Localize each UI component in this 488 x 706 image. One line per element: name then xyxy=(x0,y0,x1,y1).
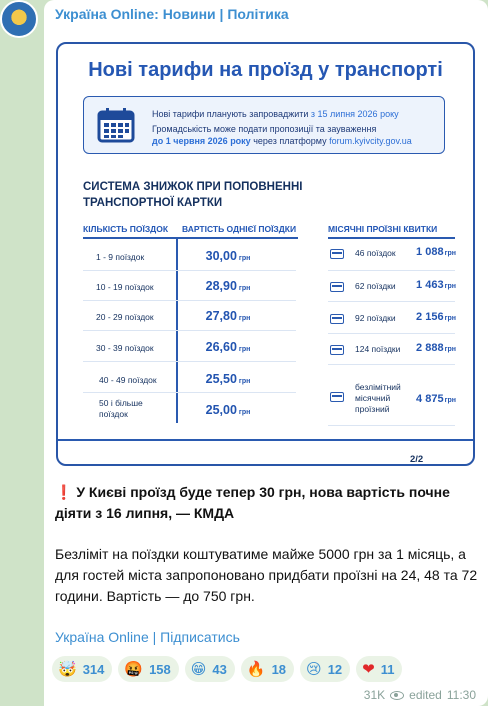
heart-icon: ❤ xyxy=(362,660,375,678)
monthly-trips: 62 поїздки xyxy=(355,281,396,291)
trips-cell: 50 і більше поїздок xyxy=(99,398,143,419)
message-time: 11:30 xyxy=(446,688,476,702)
monthly-price: 1 463грн xyxy=(416,279,456,291)
monthly-trips: 92 поїздки xyxy=(355,313,396,323)
post-body: Безліміт на поїздки коштуватиме майже 5000 грн за 1 місяць, а для гостей міста запропоновано придбати проїзні на 24, 48 та 72 години. Вартість — до 750 грн. xyxy=(55,546,478,604)
card-icon xyxy=(330,392,344,402)
infographic-image[interactable] xyxy=(56,42,475,466)
reaction-button[interactable]: 🤯 314 xyxy=(52,656,112,682)
table-header-line xyxy=(83,237,298,239)
card-icon xyxy=(330,282,344,292)
monthly-trips: безлімітний місячний проїзний xyxy=(355,382,401,414)
row-divider xyxy=(83,392,296,393)
message-bubble xyxy=(44,0,488,706)
trips-cell: 10 - 19 поїздок xyxy=(96,282,154,292)
price-cell: 25,50 грн xyxy=(205,372,251,386)
row-divider xyxy=(83,330,296,331)
reaction-button[interactable]: 🤬 158 xyxy=(118,656,178,682)
col-header-monthly: МІСЯЧНІ ПРОЇЗНІ КВИТКИ xyxy=(328,224,438,234)
card-icon xyxy=(330,345,344,355)
row-divider xyxy=(83,361,296,362)
exploding-head-icon: 🤯 xyxy=(58,660,77,678)
card-icon xyxy=(330,249,344,259)
banner-line-2: Громадськість може подати пропозиції та зауваження до 1 червня 2026 року через платформу forum.kyivcity.gov.ua xyxy=(152,124,412,146)
trips-cell: 1 - 9 поїздок xyxy=(96,252,145,262)
trips-cell: 40 - 49 поїздок xyxy=(99,375,157,385)
post-headline: ❗ У Києві проїзд буде тепер 30 грн, нова вартість почне діяти з 16 липня, — КМДА xyxy=(55,484,450,521)
monthly-price: 4 875грн xyxy=(416,393,456,405)
row-divider xyxy=(328,425,455,426)
trips-cell: 30 - 39 поїздок xyxy=(96,343,154,353)
fire-icon: 🔥 xyxy=(246,660,266,678)
card-icon xyxy=(330,314,344,324)
row-divider xyxy=(328,270,455,271)
channel-avatar[interactable] xyxy=(0,0,38,38)
row-divider xyxy=(328,364,455,365)
monthly-trips: 124 поїздки xyxy=(355,344,401,354)
discount-section-title: СИСТЕМА ЗНИЖОК ПРИ ПОПОВНЕННІ ТРАНСПОРТНОЇ КАРТКИ xyxy=(83,181,303,209)
row-divider xyxy=(83,270,296,271)
page-indicator: 2/2 xyxy=(410,454,424,465)
price-cell: 25,00 грн xyxy=(205,403,251,417)
row-divider xyxy=(328,301,455,302)
subscribe-link[interactable]: Україна Online | Підписатись xyxy=(55,629,240,645)
price-cell: 30,00 грн xyxy=(205,249,251,263)
grin-face-icon: 😁 xyxy=(190,660,207,678)
message-meta xyxy=(364,688,476,702)
date-banner xyxy=(83,96,445,154)
monthly-header-line xyxy=(328,237,455,239)
reaction-button[interactable]: 🔥 18 xyxy=(241,656,294,682)
monthly-trips: 46 поїздок xyxy=(355,248,396,258)
edited-label: edited xyxy=(409,688,442,702)
reaction-button[interactable]: 😢 12 xyxy=(300,656,350,682)
exclamation-icon: ❗ xyxy=(55,484,73,500)
angry-face-icon: 🤬 xyxy=(124,660,144,678)
trips-cell: 20 - 29 поїздок xyxy=(96,312,154,322)
monthly-price: 2 888грн xyxy=(416,342,456,354)
channel-name[interactable]: Україна Online: Новини | Політика xyxy=(55,6,289,22)
pager-line xyxy=(58,439,473,441)
view-count: 31K xyxy=(363,688,386,702)
price-cell: 27,80 грн xyxy=(205,309,251,323)
monthly-price: 1 088грн xyxy=(416,246,456,258)
crying-face-icon: 😢 xyxy=(306,660,322,678)
row-divider xyxy=(328,333,455,334)
price-cell: 26,60 грн xyxy=(205,340,251,354)
reactions-bar xyxy=(52,656,402,682)
col-header-price: ВАРТІСТЬ ОДНІЄЇ ПОЇЗДКИ xyxy=(182,224,297,234)
banner-line-1: Нові тарифи планують запроваджити з 15 липня 2026 року xyxy=(152,109,399,119)
eye-icon xyxy=(390,691,404,700)
reaction-button[interactable]: ❤ 11 xyxy=(356,656,402,682)
infographic-title: Нові тарифи на проїзд у транспорті xyxy=(88,59,443,81)
calendar-icon xyxy=(97,107,135,143)
row-divider xyxy=(83,300,296,301)
col-header-trips: КІЛЬКІСТЬ ПОЇЗДОК xyxy=(83,224,169,234)
reaction-button[interactable]: 😁 43 xyxy=(185,656,235,682)
price-cell: 28,90 грн xyxy=(205,279,251,293)
monthly-price: 2 156грн xyxy=(416,311,456,323)
